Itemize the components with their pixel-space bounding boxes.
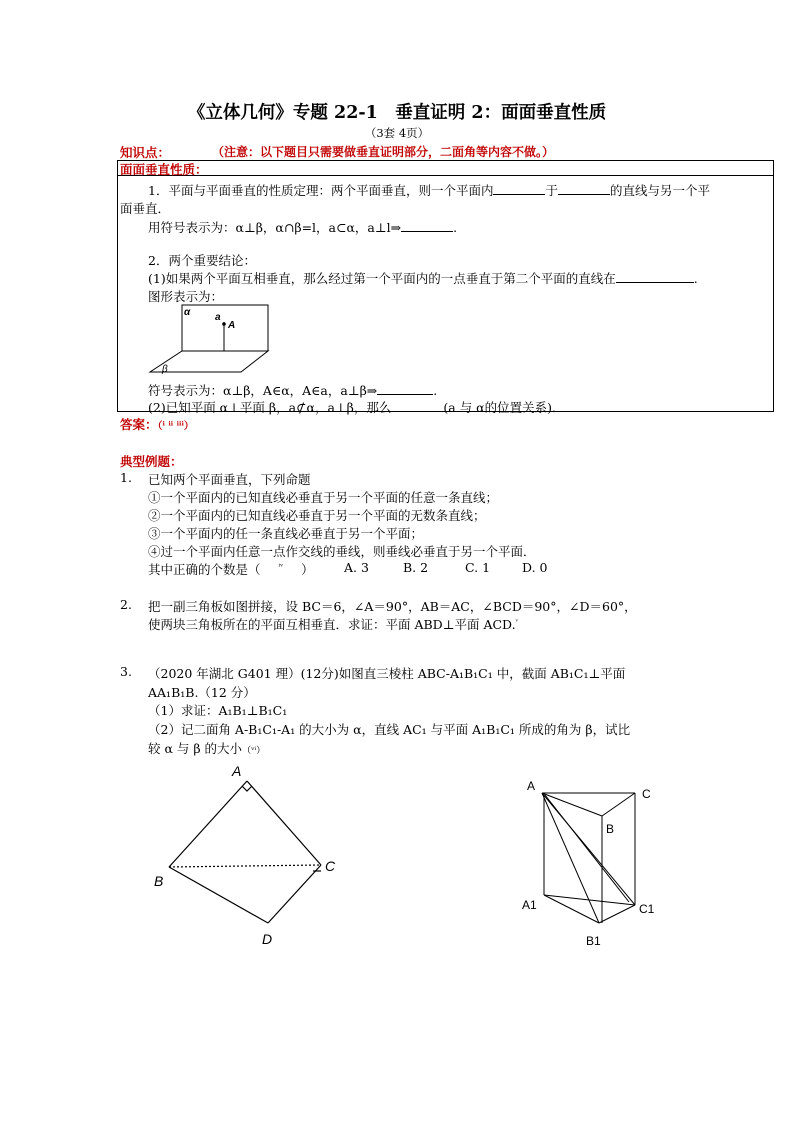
q1-choice-b: B. 2: [403, 560, 429, 575]
property-1-symbol-line: [148, 218, 457, 236]
q1-choice-c: C. 1: [465, 560, 491, 575]
period: .: [453, 220, 458, 235]
fig2-label-C1: C1: [639, 902, 655, 916]
planes-figure: [138, 302, 288, 378]
answer-refs: （ⁱ ⁱⁱ ⁱⁱⁱ）: [157, 421, 194, 432]
label-A: A: [228, 320, 236, 331]
q2-number: 2.: [120, 597, 132, 612]
property-1-line: [148, 181, 710, 199]
fig2-label-B: B: [606, 822, 615, 836]
examples-label: 典型例题：: [120, 454, 183, 469]
page-title: 《立体几何》专题 22-1 垂直证明 2：面面垂直性质: [187, 103, 607, 123]
edge-BC: [169, 865, 321, 867]
blank-2: [558, 182, 610, 195]
q2-ref: ᵛ: [515, 617, 519, 626]
label-alpha: α: [184, 307, 191, 318]
knowledge-label: 知识点：: [120, 145, 171, 160]
conclusion-2-line: [148, 398, 565, 416]
q3-line-5-wrap: [148, 739, 265, 757]
blank-3: [401, 219, 453, 232]
q2-line-2: 使两块三角板所在的平面互相垂直．求证：平面 ABD⊥平面 ACD.: [148, 617, 516, 632]
knowledge-note: （注意：以下题目只需要做垂直证明部分，二面角等内容不做。）: [212, 145, 555, 159]
fig2-label-B1: B1: [586, 934, 601, 948]
edge-A1C1: [544, 895, 635, 905]
label-a: a: [215, 312, 221, 323]
q1-option-2: ②一个平面内的已知直线必垂直于另一个平面的无数条直线；: [148, 508, 486, 523]
edge-BD: [169, 867, 268, 923]
plane-alpha: [182, 305, 268, 351]
q1-close: ）: [301, 562, 314, 577]
edge-B1C1: [599, 905, 635, 923]
blank-1: [493, 182, 545, 195]
conclusion-2-text-b: (a 与 α的位置关系)．: [443, 400, 565, 415]
fig2-label-C: C: [642, 787, 651, 801]
q3-ref: （ᵛⁱ）: [242, 746, 266, 756]
edge-AC: [247, 781, 321, 865]
q1-stem: 已知两个平面垂直，下列命题: [148, 472, 311, 487]
q1-option-1: ①一个平面内的已知直线必垂直于另一个平面的任意一条直线；: [148, 490, 499, 505]
q3-line-5: 较 α 与 β 的大小: [148, 741, 243, 756]
q1-option-4: ④过一个平面内任意一点作交线的垂线，则垂线必垂直于另一个平面．: [148, 544, 536, 559]
right-angle-mark-A: [242, 786, 252, 791]
page-subtitle: （3套 4页）: [364, 126, 430, 140]
q3-number: 3.: [120, 664, 132, 679]
box-title: 面面垂直性质：: [120, 162, 208, 177]
q1-number: 1.: [120, 470, 132, 485]
fig2-label-A: A: [527, 779, 536, 793]
edge-AB: [169, 781, 247, 867]
fig1-label-D: D: [262, 931, 273, 947]
q1-choice-a: A. 3: [344, 560, 369, 575]
q1-question: [148, 560, 314, 578]
q1-ref: ⁱᵛ: [278, 561, 284, 571]
knowledge-box-header: [117, 160, 774, 176]
q3-line-4: （2）记二面角 A-B₁C₁-A₁ 的大小为 α，直线 AC₁ 与平面 A₁B₁C₁ 所成的角为 β，试比: [148, 722, 631, 737]
label-beta: β: [162, 364, 168, 375]
q3-line-3: （1）求证：A₁B₁⊥B₁C₁: [148, 703, 288, 718]
conclusion-1-symbol: 符号表示为：α⊥β，A∈α，A∈a，a⊥β⇒: [148, 383, 378, 398]
conclusion-1-text: (1)如果两个平面互相垂直，那么经过第一个平面内的一点垂直于第二个平面的直线在: [148, 271, 616, 286]
period: .: [693, 271, 698, 286]
blank-5: [377, 382, 433, 395]
q3-line-1: （2020 年湖北 G401 理）(12分)如图直三棱柱 ABC-A₁B₁C₁ 中，截面 AB₁C₁⊥平面: [148, 666, 626, 681]
property-1-text-c: 的直线与另一个平: [609, 183, 710, 198]
q1-ask: 其中正确的个数是（: [148, 562, 261, 577]
property-1-text-d: 面垂直．: [120, 201, 171, 216]
point-A: [222, 322, 226, 326]
fig2-label-A1: A1: [522, 898, 537, 912]
conclusion-2-text-a: (2)已知平面 α⊥平面 β，a⊄α，a⊥β，那么: [148, 400, 392, 415]
period: .: [433, 383, 438, 398]
q2-line-2-wrap: [148, 615, 518, 633]
conclusions-heading: 2．两个重要结论：: [148, 253, 256, 268]
edge-AB1: [542, 793, 599, 923]
edge-A1B1: [544, 895, 599, 923]
conclusion-1-symbol-line: [148, 381, 437, 399]
q3-line-2: AA₁B₁B.（12 分）: [148, 685, 256, 700]
figure-caption: 图形表示为：: [148, 289, 224, 304]
conclusion-1-line: [148, 269, 698, 287]
fig1-label-C: C: [325, 858, 336, 874]
blank-6: [391, 399, 443, 412]
prism-figure: [515, 770, 675, 950]
fig1-label-A: A: [232, 763, 242, 779]
answer-label: 答案：: [120, 417, 158, 432]
triangle-figure: [150, 758, 350, 953]
edge-AC1: [542, 793, 635, 905]
q2-line-1: 把一副三角板如图拼接，设 BC＝6，∠A＝90°，AB＝AC，∠BCD＝90°，∠D＝60°，: [148, 599, 637, 614]
property-1-symbol: 用符号表示为：α⊥β，α∩β=l，a⊂α，a⊥l⇒: [148, 220, 402, 235]
q1-choice-d: D. 0: [522, 560, 548, 575]
blank-4: [616, 270, 694, 283]
edge-BC: [602, 793, 635, 816]
q1-option-3: ③一个平面内的任一条直线必垂直于另一个平面；: [148, 526, 424, 541]
property-1-text-a: 1．平面与平面垂直的性质定理：两个平面垂直，则一个平面内: [148, 183, 494, 198]
answer-line: [120, 415, 194, 433]
property-1-text-b: 于: [545, 183, 558, 198]
edge-AC1-inner: [545, 795, 629, 902]
fig1-label-B: B: [154, 873, 164, 889]
edge-CD: [268, 865, 321, 923]
